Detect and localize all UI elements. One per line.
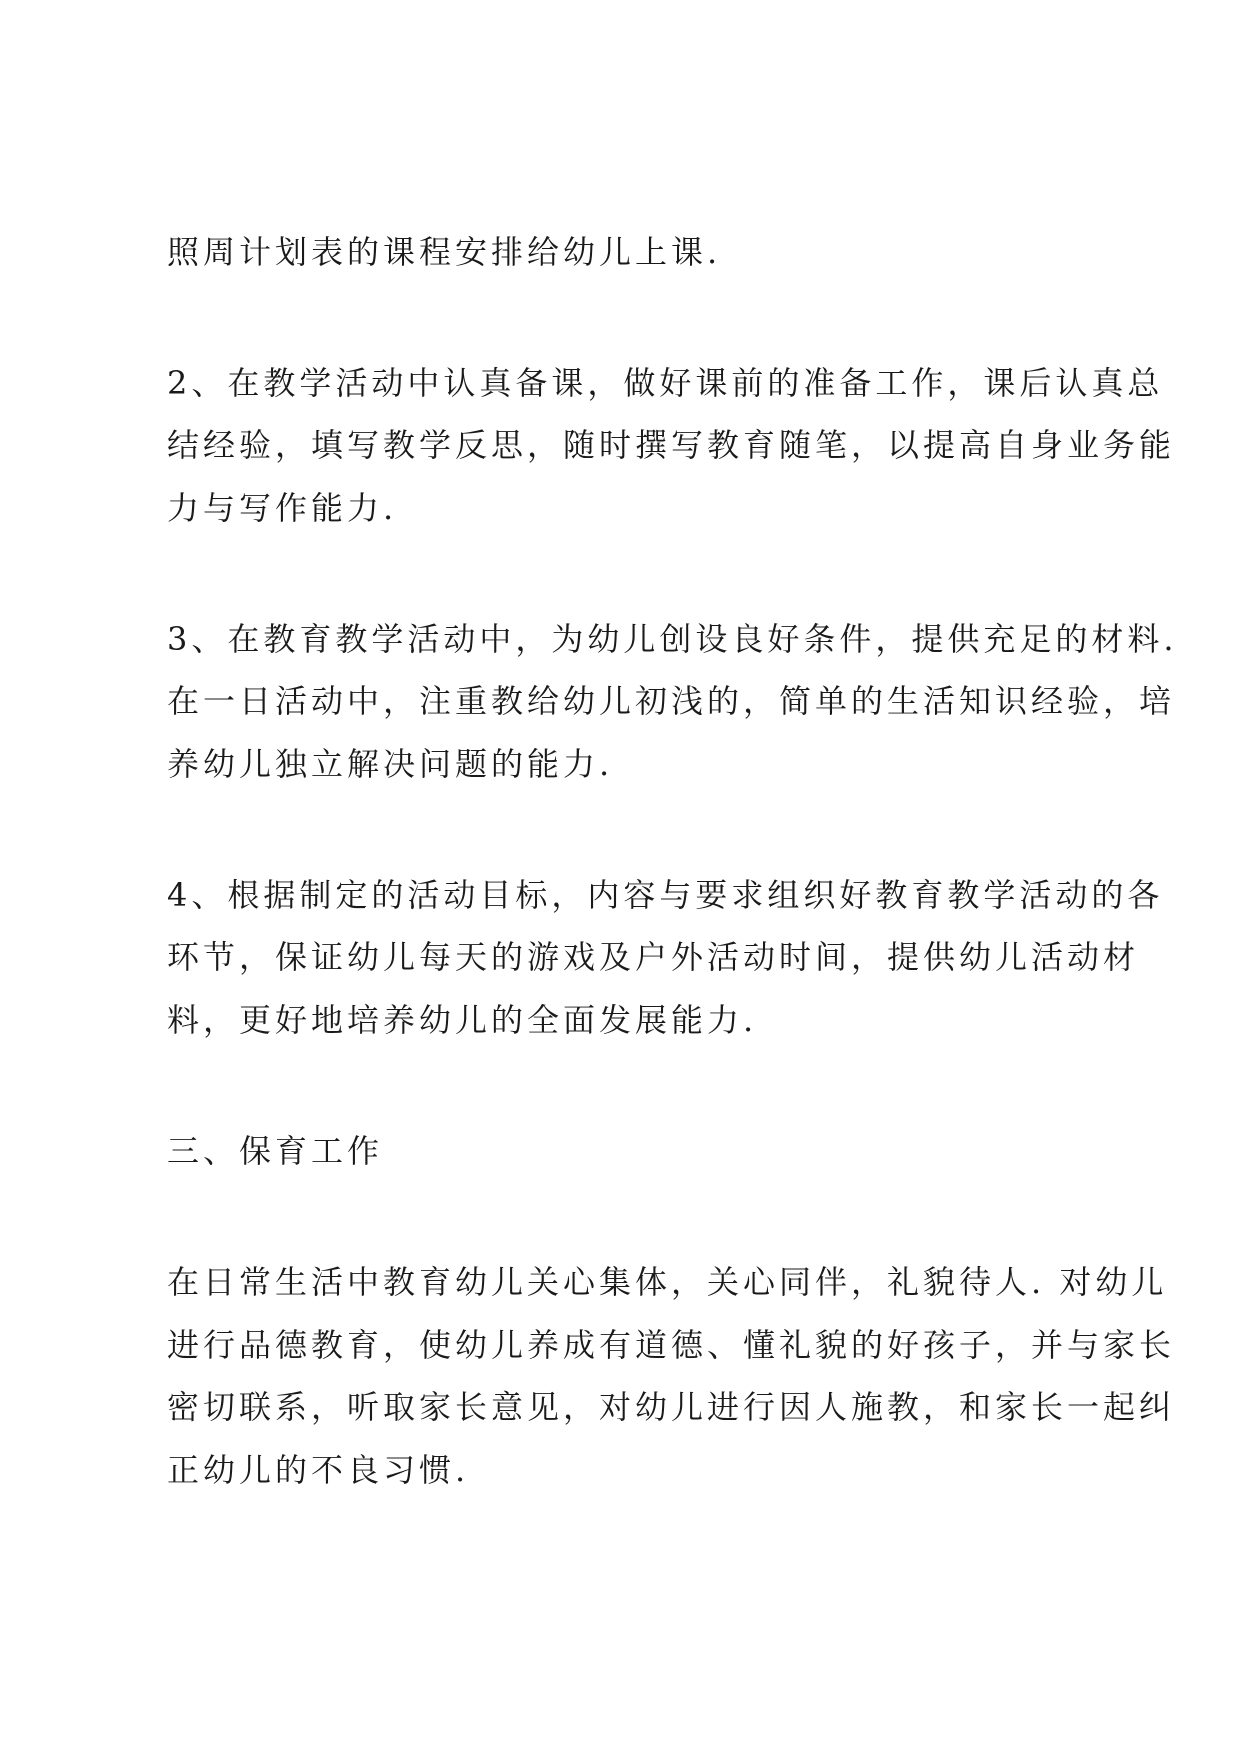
text-line: 3、在教育教学活动中，为幼儿创设良好条件，提供充足的材料. [167, 620, 1178, 658]
text-line: 密切联系，听取家长意见，对幼儿进行因人施教，和家长一起纠 [167, 1388, 1176, 1426]
text-line: 2、在教学活动中认真备课，做好课前的准备工作，课后认真总 [167, 364, 1164, 402]
text-line: 力与写作能力. [167, 489, 398, 527]
text-line: 养幼儿独立解决问题的能力. [167, 745, 614, 783]
text-line: 环节，保证幼儿每天的游戏及户外活动时间，提供幼儿活动材 [167, 938, 1140, 976]
text-line: 在日常生活中教育幼儿关心集体，关心同伴，礼貌待人. 对幼儿 [167, 1263, 1168, 1301]
text-line: 料，更好地培养幼儿的全面发展能力. [167, 1001, 758, 1039]
text-line: 进行品德教育，使幼儿养成有道德、懂礼貌的好孩子，并与家长 [167, 1326, 1176, 1364]
text-line: 照周计划表的课程安排给幼儿上课. [167, 233, 722, 271]
text-line: 4、根据制定的活动目标，内容与要求组织好教育教学活动的各 [167, 876, 1164, 914]
section-heading: 三、保育工作 [167, 1132, 384, 1170]
text-line: 在一日活动中，注重教给幼儿初浅的，简单的生活知识经验，培 [167, 682, 1176, 720]
text-line: 结经验，填写教学反思，随时撰写教育随笔，以提高自身业务能 [167, 426, 1176, 464]
text-line: 正幼儿的不良习惯. [167, 1451, 470, 1489]
